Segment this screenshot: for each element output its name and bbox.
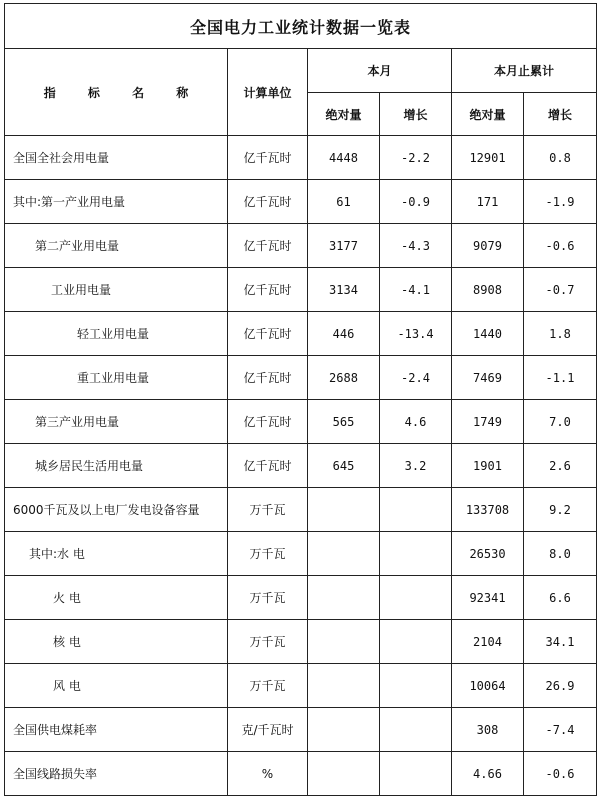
month-absolute: 4448	[308, 136, 380, 180]
cumulative-growth: -0.6	[524, 224, 597, 268]
table-row	[5, 400, 597, 444]
row-unit: 万千瓦	[228, 664, 308, 708]
cumulative-growth: -1.9	[524, 180, 597, 224]
header-indicator: 指 标 名 称	[5, 49, 228, 136]
cumulative-growth: 8.0	[524, 532, 597, 576]
table-row	[5, 532, 597, 576]
cumulative-absolute: 12901	[452, 136, 524, 180]
row-unit: 万千瓦	[228, 532, 308, 576]
cumulative-absolute: 9079	[452, 224, 524, 268]
cumulative-absolute: 7469	[452, 356, 524, 400]
month-growth	[380, 620, 452, 664]
month-growth: -0.9	[380, 180, 452, 224]
cumulative-growth: 26.9	[524, 664, 597, 708]
row-unit: 亿千瓦时	[228, 400, 308, 444]
cumulative-growth: -7.4	[524, 708, 597, 752]
cumulative-absolute: 10064	[452, 664, 524, 708]
header-month-absolute: 绝对量	[308, 93, 380, 136]
month-absolute: 645	[308, 444, 380, 488]
month-absolute: 61	[308, 180, 380, 224]
row-unit: 万千瓦	[228, 488, 308, 532]
table-row	[5, 576, 597, 620]
month-growth: -4.3	[380, 224, 452, 268]
row-unit: 克/千瓦时	[228, 708, 308, 752]
month-absolute	[308, 708, 380, 752]
row-name: 轻工业用电量	[5, 312, 228, 356]
row-unit: 亿千瓦时	[228, 136, 308, 180]
month-absolute: 3177	[308, 224, 380, 268]
table-row	[5, 356, 597, 400]
header-month-growth: 增长	[380, 93, 452, 136]
table-row	[5, 180, 597, 224]
row-unit: 亿千瓦时	[228, 224, 308, 268]
row-name: 城乡居民生活用电量	[5, 444, 228, 488]
cumulative-absolute: 1901	[452, 444, 524, 488]
month-growth	[380, 708, 452, 752]
row-name: 全国全社会用电量	[5, 136, 228, 180]
cumulative-absolute: 133708	[452, 488, 524, 532]
header-row-1	[5, 49, 597, 93]
table-row	[5, 488, 597, 532]
month-growth: 4.6	[380, 400, 452, 444]
statistics-sheet	[4, 3, 596, 796]
month-growth: 3.2	[380, 444, 452, 488]
row-name: 全国线路损失率	[5, 752, 228, 796]
table-row	[5, 268, 597, 312]
row-name: 火 电	[5, 576, 228, 620]
month-growth: -2.4	[380, 356, 452, 400]
table-row	[5, 136, 597, 180]
table-row	[5, 708, 597, 752]
cumulative-growth: 1.8	[524, 312, 597, 356]
cumulative-growth: -0.7	[524, 268, 597, 312]
month-absolute: 446	[308, 312, 380, 356]
month-absolute	[308, 664, 380, 708]
row-unit: 亿千瓦时	[228, 356, 308, 400]
month-absolute: 565	[308, 400, 380, 444]
row-unit: 万千瓦	[228, 576, 308, 620]
month-growth	[380, 488, 452, 532]
month-absolute: 3134	[308, 268, 380, 312]
month-growth: -4.1	[380, 268, 452, 312]
cumulative-absolute: 8908	[452, 268, 524, 312]
cumulative-absolute: 1749	[452, 400, 524, 444]
cumulative-absolute: 2104	[452, 620, 524, 664]
row-name: 工业用电量	[5, 268, 228, 312]
row-unit: 亿千瓦时	[228, 444, 308, 488]
month-absolute	[308, 620, 380, 664]
month-growth	[380, 532, 452, 576]
row-unit: 亿千瓦时	[228, 312, 308, 356]
cumulative-growth: 34.1	[524, 620, 597, 664]
month-growth: -13.4	[380, 312, 452, 356]
cumulative-absolute: 308	[452, 708, 524, 752]
header-unit: 计算单位	[228, 49, 308, 136]
table-row	[5, 312, 597, 356]
month-growth: -2.2	[380, 136, 452, 180]
cumulative-growth: 7.0	[524, 400, 597, 444]
cumulative-growth: -1.1	[524, 356, 597, 400]
row-name: 其中:第一产业用电量	[5, 180, 228, 224]
month-growth	[380, 664, 452, 708]
table-row	[5, 620, 597, 664]
header-cumulative: 本月止累计	[452, 49, 597, 93]
statistics-table	[4, 3, 597, 796]
header-month: 本月	[308, 49, 452, 93]
table-row	[5, 752, 597, 796]
cumulative-growth: 6.6	[524, 576, 597, 620]
header-cumulative-growth: 增长	[524, 93, 597, 136]
row-name: 其中:水 电	[5, 532, 228, 576]
row-unit: 亿千瓦时	[228, 180, 308, 224]
row-name: 全国供电煤耗率	[5, 708, 228, 752]
table-row	[5, 664, 597, 708]
cumulative-growth: -0.6	[524, 752, 597, 796]
row-name: 重工业用电量	[5, 356, 228, 400]
cumulative-absolute: 92341	[452, 576, 524, 620]
cumulative-growth: 0.8	[524, 136, 597, 180]
cumulative-growth: 2.6	[524, 444, 597, 488]
month-growth	[380, 576, 452, 620]
cumulative-absolute: 171	[452, 180, 524, 224]
row-name: 核 电	[5, 620, 228, 664]
month-absolute	[308, 488, 380, 532]
row-name: 第二产业用电量	[5, 224, 228, 268]
cumulative-growth: 9.2	[524, 488, 597, 532]
row-unit: 亿千瓦时	[228, 268, 308, 312]
row-name: 第三产业用电量	[5, 400, 228, 444]
month-absolute	[308, 576, 380, 620]
row-unit: %	[228, 752, 308, 796]
cumulative-absolute: 4.66	[452, 752, 524, 796]
cumulative-absolute: 1440	[452, 312, 524, 356]
table-title: 全国电力工业统计数据一览表	[5, 4, 597, 49]
row-unit: 万千瓦	[228, 620, 308, 664]
month-absolute	[308, 532, 380, 576]
row-name: 6000千瓦及以上电厂发电设备容量	[5, 488, 228, 532]
header-cumulative-absolute: 绝对量	[452, 93, 524, 136]
month-absolute	[308, 752, 380, 796]
cumulative-absolute: 26530	[452, 532, 524, 576]
row-name: 风 电	[5, 664, 228, 708]
title-row	[5, 4, 597, 49]
table-row	[5, 444, 597, 488]
month-growth	[380, 752, 452, 796]
table-row	[5, 224, 597, 268]
month-absolute: 2688	[308, 356, 380, 400]
